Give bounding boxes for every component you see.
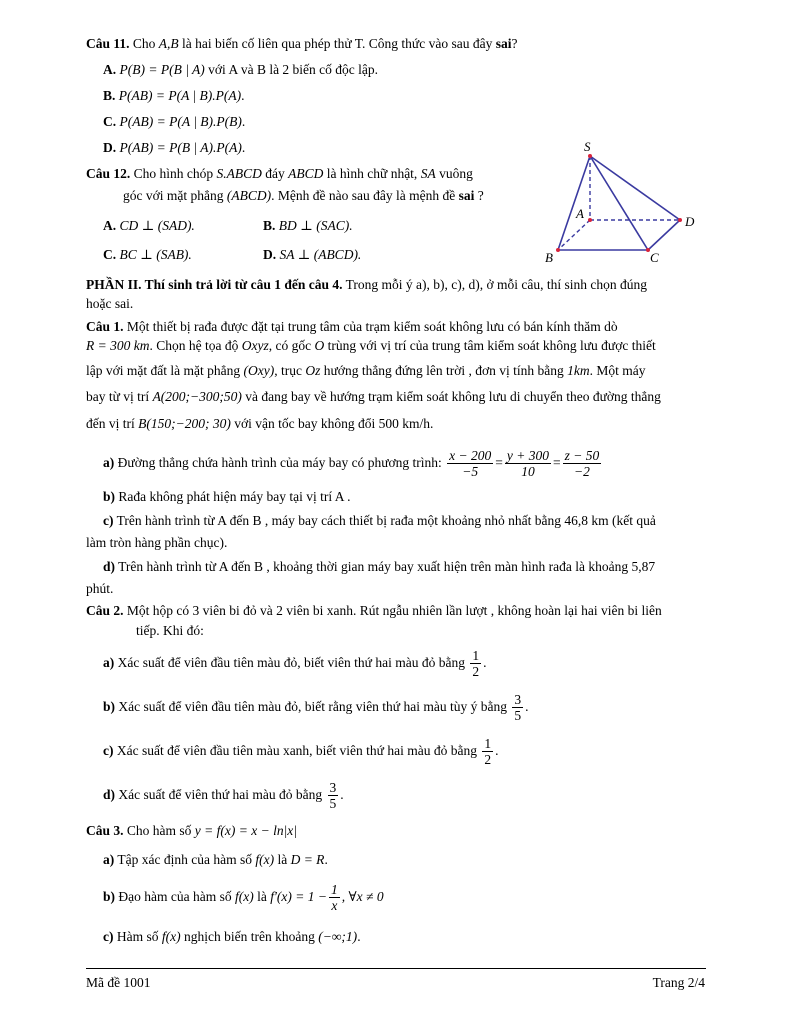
item-label: b) (103, 489, 116, 504)
frac-den: 10 (521, 464, 535, 480)
q11-option-d (103, 139, 245, 157)
fraction (329, 882, 340, 913)
vertex-b (556, 248, 560, 252)
c1-line4 (86, 388, 661, 406)
text: Trên hành trình từ A đến B , máy bay cách thiết bị rađa một khoảng nhỏ nhất bằng 46,8 km (kết quả (113, 513, 656, 528)
frac-den: −5 (462, 464, 479, 480)
text: vuông (435, 166, 473, 181)
c1-item-d-cont: phút. (86, 581, 114, 596)
q12-stem-line2 (123, 187, 484, 205)
option-letter: C. (103, 114, 117, 129)
option-formula: BC ⊥ (SAB). (119, 247, 192, 262)
item-label: c) (103, 513, 114, 528)
q11-stem-a: Cho (132, 36, 159, 51)
item-label: d) (103, 559, 116, 574)
edge-sc (590, 156, 648, 250)
text: . Mệnh đề nào sau đây là mệnh đề (271, 188, 459, 203)
label-b: B (545, 250, 553, 265)
pyramid-figure (540, 138, 710, 268)
part2-title-line1 (86, 276, 647, 294)
c3-stem (86, 822, 297, 840)
text: Rađa không phát hiện máy bay tại vị trí A . (115, 489, 351, 504)
q12-option-b (263, 217, 353, 235)
text: , có gốc (268, 338, 315, 353)
item-label: c) (103, 743, 114, 758)
q11-stem-var: A,B (158, 36, 179, 51)
text: lập với mặt đất là mặt phẳng (86, 363, 244, 378)
option-formula: BD ⊥ (SAC). (278, 218, 353, 233)
q11-stem-bold: sai (495, 36, 512, 51)
q12-option-d (263, 246, 361, 264)
c1-line2 (86, 337, 656, 355)
text: Trên hành trình từ A đến B , khoảng thời gian máy bay xuất hiện trên màn hình rađa là khoảng 5,87 (115, 559, 656, 574)
text: ? (474, 188, 484, 203)
frac-num: z − 50 (564, 448, 600, 464)
math: ABCD (288, 166, 324, 181)
c1-line3 (86, 362, 646, 380)
c1-item-c (103, 512, 656, 530)
text: . Một máy (589, 363, 646, 378)
text: nghịch biến trên khoảng (180, 929, 319, 944)
fraction (482, 736, 493, 767)
option-letter: D. (263, 247, 277, 262)
text: đáy (261, 166, 289, 181)
q11-option-c (103, 113, 245, 131)
c3-item-c (103, 928, 361, 946)
text: góc với mặt phẳng (123, 188, 227, 203)
text: là (274, 852, 291, 867)
eq-frac-y (505, 448, 551, 479)
c1-line5 (86, 415, 433, 433)
text: Xác suất để viên thứ hai màu đỏ bằng (115, 787, 326, 802)
fraction (328, 780, 339, 811)
option-formula: P(AB) = P(A | B).P(B) (119, 114, 242, 129)
frac-den: 5 (329, 796, 337, 812)
option-letter: C. (103, 247, 117, 262)
text: Đạo hàm của hàm số (115, 889, 235, 904)
frac-den: 5 (514, 708, 522, 724)
footer-page-number: Trang 2/4 (652, 975, 705, 990)
option-letter: A. (103, 218, 117, 233)
equals-sign: = (553, 455, 561, 470)
c3-item-a (103, 851, 328, 869)
text: . (525, 699, 529, 714)
math: 1km (567, 363, 590, 378)
math: f(x) (161, 929, 181, 944)
vertex-s (588, 154, 592, 158)
c2-item-b (103, 690, 528, 724)
text: . (324, 852, 328, 867)
c2-item-d (103, 778, 344, 812)
option-letter: B. (263, 218, 276, 233)
frac-num: 1 (484, 736, 492, 752)
option-letter: D. (103, 140, 117, 155)
vertex-a (588, 218, 592, 222)
math: A(200;−300;50) (152, 389, 242, 404)
c1-item-d (103, 558, 655, 576)
q11-stem-c: ? (511, 36, 518, 51)
q11-option-b (103, 87, 245, 105)
item-label: b) (103, 889, 116, 904)
eq-frac-x (447, 448, 493, 479)
option-formula: P(AB) = P(A | B).P(A) (118, 88, 242, 103)
part2-title-rest: Trong mỗi ý a), b), c), d), ở mỗi câu, thí sinh chọn đúng (342, 277, 647, 292)
footer-divider (86, 968, 706, 969)
text: . (340, 787, 344, 802)
q11-stem-b: là hai biến cố liên qua phép thử T. Công thức vào sau đây (178, 36, 496, 51)
math: (−∞;1) (318, 929, 358, 944)
frac-num: x − 200 (449, 448, 492, 464)
frac-num: 3 (514, 692, 522, 708)
text: Xác suất để viên đầu tiên màu đỏ, biết rằng viên thứ hai màu tùy ý bằng (115, 699, 511, 714)
math: , ∀x ≠ 0 (341, 889, 384, 904)
frac-num: 3 (329, 780, 337, 796)
q12-label: Câu 12. (86, 166, 131, 181)
math: (Oxy) (243, 363, 275, 378)
item-label: a) (103, 852, 115, 867)
c2-line1 (86, 602, 662, 620)
fraction (512, 692, 523, 723)
part2-title-bold: PHẦN II. Thí sinh trả lời từ câu 1 đến câu 4. (86, 277, 343, 292)
c2-item-a (103, 646, 486, 680)
text: Hàm số (113, 929, 162, 944)
frac-den: 2 (472, 664, 480, 680)
text: là hình chữ nhật, (323, 166, 421, 181)
c1-label: Câu 1. (86, 319, 124, 334)
item-label: a) (103, 655, 115, 670)
text: bay từ vị trí (86, 389, 153, 404)
text: Xác suất để viên đầu tiên màu xanh, biết viên thứ hai màu đỏ bằng (113, 743, 481, 758)
math: f(x) (234, 889, 254, 904)
part2-title-line2: hoặc sai. (86, 296, 134, 311)
frac-num: 1 (472, 648, 480, 664)
math: B(150;−200; 30) (138, 416, 231, 431)
q11-stem (86, 35, 517, 53)
text: Một hộp có 3 viên bi đỏ và 2 viên bi xanh. Rút ngẫu nhiên lần lượt , không hoàn lại hai viên bi liên (123, 603, 662, 618)
label-s: S (584, 139, 591, 154)
text: Cho hình chóp (133, 166, 217, 181)
math: f(x) (255, 852, 275, 867)
c2-line2: tiếp. Khi đó: (136, 623, 204, 638)
text: đến vị trí (86, 416, 139, 431)
c3-label: Câu 3. (86, 823, 124, 838)
text: Tập xác định của hàm số (114, 852, 256, 867)
label-a: A (576, 206, 584, 221)
option-tail: . (241, 88, 245, 103)
option-tail: . (241, 140, 246, 155)
text: . (483, 655, 487, 670)
label-c: C (650, 250, 659, 265)
item-label: d) (103, 787, 116, 802)
text: Cho hàm số (123, 823, 195, 838)
item-label: a) (103, 455, 115, 470)
frac-den: −2 (574, 464, 590, 480)
option-formula: P(B) = P(B | A) (119, 62, 205, 77)
text: trùng với vị trí của trung tâm kiểm soát không lưu được thiết (324, 338, 656, 353)
frac-den: x (331, 898, 338, 914)
math: SA (420, 166, 436, 181)
q12-stem-line1 (86, 165, 473, 183)
bold-text: sai (458, 188, 475, 203)
math: (ABCD) (226, 188, 272, 203)
text: với vận tốc bay không đổi 500 km/h. (230, 416, 434, 431)
option-tail: . (241, 114, 246, 129)
text: và đang bay về hướng trạm kiểm soát không lưu di chuyển theo đường thẳng (241, 389, 661, 404)
text: hướng thẳng đứng lên trời , đơn vị tính bằng (320, 363, 568, 378)
c2-label: Câu 2. (86, 603, 124, 618)
edge-sd (590, 156, 680, 220)
c1-item-a (103, 446, 603, 480)
math: R = 300 km (86, 338, 150, 353)
equals-sign: = (495, 455, 503, 470)
text: Xác suất để viên đầu tiên màu đỏ, biết viên thứ hai màu đỏ bằng (114, 655, 469, 670)
text: . (495, 743, 499, 758)
c1-line1 (86, 318, 618, 336)
fraction (470, 648, 481, 679)
edge-cd (648, 220, 680, 250)
c3-item-b (103, 880, 384, 914)
c2-item-c (103, 734, 498, 768)
option-letter: A. (103, 62, 117, 77)
frac-den: 2 (484, 752, 492, 768)
q12-option-c (103, 246, 192, 264)
c1-item-c-cont: làm tròn hàng phần chục). (86, 535, 228, 550)
vertex-d (678, 218, 682, 222)
math: D = R (290, 852, 325, 867)
option-tail: với A và B là 2 biến cố độc lập. (204, 62, 379, 77)
option-formula: P(AB) = P(B | A).P(A) (119, 140, 242, 155)
item-label: b) (103, 699, 116, 714)
math: O (314, 338, 325, 353)
math: S.ABCD (216, 166, 262, 181)
q12-option-a (103, 217, 195, 235)
frac-num: y + 300 (506, 448, 549, 464)
text: là (253, 889, 271, 904)
math: y = f(x) = x − ln|x| (194, 823, 297, 838)
text: , trục (274, 363, 306, 378)
text: Đường thẳng chứa hành trình của máy bay có phương trình: (114, 455, 446, 470)
footer-exam-code: Mã đề 1001 (86, 975, 151, 990)
c1-item-b (103, 488, 350, 506)
option-formula: SA ⊥ (ABCD). (279, 247, 362, 262)
q11-label: Câu 11. (86, 36, 130, 51)
item-label: c) (103, 929, 114, 944)
text: Một thiết bị rađa được đặt tại trung tâm của trạm kiểm soát không lưu có bán kính thăm dò (123, 319, 618, 334)
label-d: D (685, 214, 695, 229)
math: f′(x) = 1 − (270, 889, 328, 904)
text: . (357, 929, 361, 944)
math: Oxyz (241, 338, 269, 353)
option-letter: B. (103, 88, 116, 103)
text: . Chọn hệ tọa độ (149, 338, 242, 353)
frac-num: 1 (331, 882, 338, 898)
q11-option-a (103, 61, 378, 79)
eq-frac-z (563, 448, 602, 479)
option-formula: CD ⊥ (SAD). (119, 218, 195, 233)
math: Oz (305, 363, 321, 378)
